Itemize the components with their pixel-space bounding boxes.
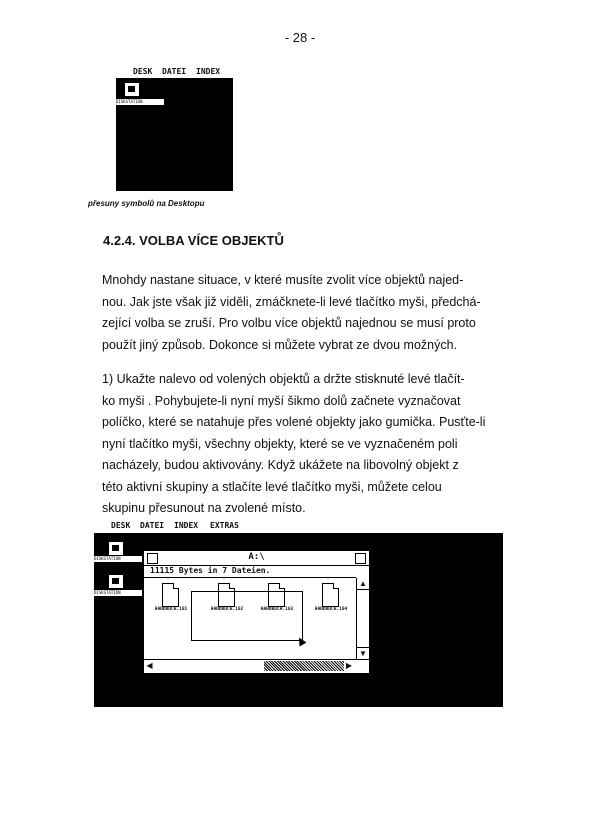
menu-desk[interactable]: DESK [133, 67, 153, 76]
selection-rubber-band [191, 591, 303, 641]
vertical-scrollbar[interactable] [356, 578, 369, 659]
drive-label: DISKSTATION [94, 556, 142, 562]
file-icon[interactable] [310, 583, 354, 619]
window-info: 11115 Bytes in 7 Dateien. [144, 566, 356, 578]
directory-window [143, 550, 370, 674]
disk-drive-icon[interactable] [108, 541, 124, 556]
text-line: ko myši . Pohybujete-li nyní myší šikmo dolů začnete vyznačovat [102, 393, 461, 408]
menu-datei[interactable]: DATEI [140, 521, 165, 530]
paragraph-1 [102, 270, 539, 356]
fullsize-box-icon[interactable] [355, 553, 366, 564]
text-line: nacházely, budou aktivovány. Když ukážete na libovolný objekt z [102, 458, 459, 472]
text-line: nou. Jak jste však již viděli, zmáčknete-li levé tlačítko myši, předchá- [102, 294, 481, 309]
menu-index[interactable]: INDEX [196, 67, 221, 76]
text-line: skupinu přesunout na zvolené místo. [102, 501, 306, 515]
text-line: 1) Ukažte nalevo od volených objektů a držte stisknuté levé tlačít- [102, 372, 465, 386]
document-icon [162, 583, 179, 607]
scroll-down-icon[interactable]: ▼ [357, 647, 369, 659]
file-icon[interactable] [150, 583, 194, 619]
figure-caption: přesuny symbolů na Desktopu [88, 199, 205, 208]
page-number: - 28 - [284, 30, 316, 45]
text-line: políčko, které se natahuje přes volené objekty jako gumička. Pusťte-li [102, 415, 486, 429]
menu-bar [111, 521, 287, 533]
paragraph-2 [102, 369, 539, 520]
menu-extras[interactable]: EXTRAS [210, 521, 239, 530]
text-line: Mnohdy nastane situace, v které musíte zvolit více objektů najed- [102, 273, 464, 287]
scroll-track[interactable] [264, 661, 344, 671]
scroll-up-icon[interactable]: ▲ [357, 578, 369, 590]
window-titlebar[interactable] [144, 551, 369, 566]
menu-datei[interactable]: DATEI [162, 67, 187, 76]
file-name: HANDBUCH.103 [260, 607, 294, 612]
mouse-pointer-icon [296, 636, 307, 647]
file-name: HANDBUCH.101 [154, 607, 188, 612]
text-line: nyní tlačítko myši, všechny objekty, které se ve vyznačeném poli [102, 436, 458, 451]
text-line: této aktivní skupiny a stlačíte levé tlačítko myši, můžete celou [102, 479, 442, 494]
disk-drive-icon[interactable] [108, 574, 124, 589]
horizontal-scrollbar[interactable] [144, 659, 369, 673]
window-title: A:\ [248, 552, 265, 562]
document-icon [322, 583, 339, 607]
scroll-left-icon[interactable]: ◀ [146, 661, 153, 670]
section-heading: 4.2.4. VOLBA VÍCE OBJEKTŮ [103, 233, 284, 248]
file-name: HANDBUCH.104 [314, 607, 348, 612]
disk-drive-icon[interactable] [124, 82, 140, 97]
text-line: použít jiný způsob. Dokonce si můžete vybrat ze dvou možných. [102, 337, 458, 352]
scroll-right-icon[interactable]: ▶ [345, 661, 353, 670]
file-name: HANDBUCH.102 [210, 607, 244, 612]
text-line: zející volba se zruší. Pro volbu více objektů najednou se musí proto [102, 316, 476, 330]
drive-label: DISKSTATION [116, 99, 164, 105]
desktop-screenshot [116, 78, 233, 191]
drive-label: DISKSTATION [94, 590, 142, 596]
menu-index[interactable]: INDEX [174, 521, 199, 530]
menu-desk[interactable]: DESK [111, 521, 131, 530]
